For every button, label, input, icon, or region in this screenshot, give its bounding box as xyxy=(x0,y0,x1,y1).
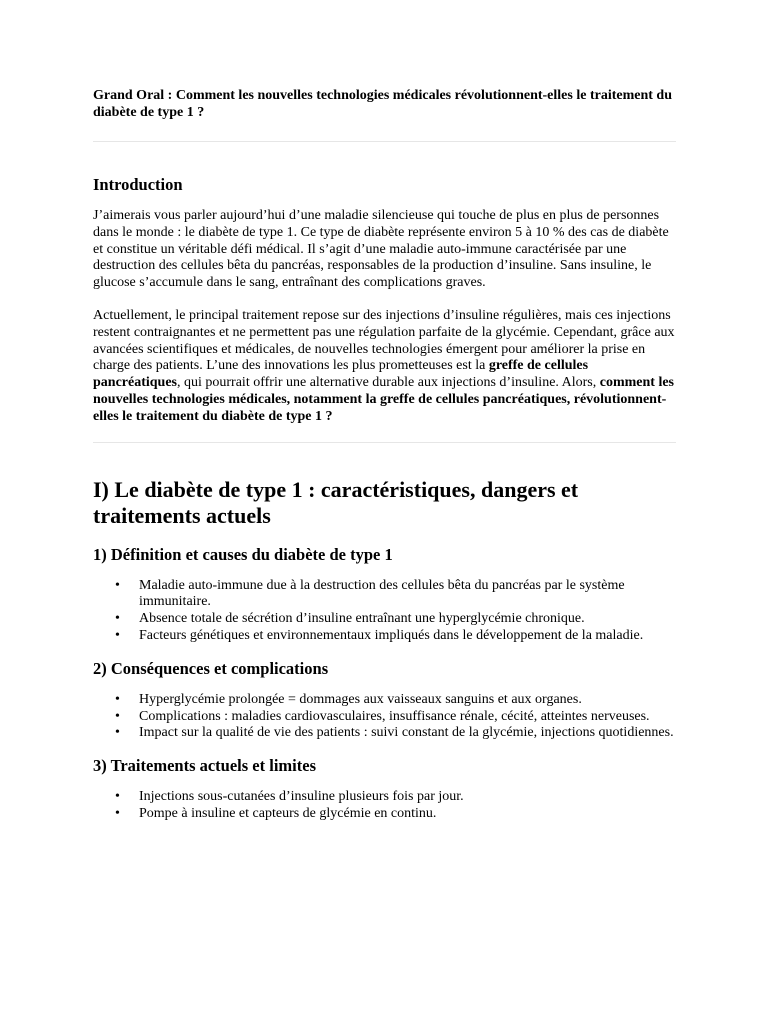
bold-term: greffe de cellules pancréatiques xyxy=(93,358,589,391)
list-item-text: Hyperglycémie prolongée = dommages aux vaisseaux sanguins et aux organes. xyxy=(139,691,582,707)
paragraph-text: , qui pourrait offrir une alternative durable aux injections d’insuline. Alors, xyxy=(177,375,600,391)
subsection-3-heading: 3) Traitements actuels et limites xyxy=(93,756,316,776)
document-title: Grand Oral : Comment les nouvelles technologies médicales révolutionnent-elles le traitement du diabète de type 1 ? xyxy=(93,88,672,120)
list-item xyxy=(115,725,676,742)
bullet-icon: • xyxy=(115,627,120,643)
bullet-icon: • xyxy=(115,805,120,821)
introduction-paragraph-2 xyxy=(93,308,676,426)
bullet-icon: • xyxy=(115,789,120,805)
bullet-icon: • xyxy=(115,708,120,724)
list-item xyxy=(115,577,676,612)
list-item xyxy=(115,691,676,709)
separator xyxy=(93,141,676,142)
list-item-text: Maladie auto-immune due à la destruction des cellules bêta du pancréas par le système immunitaire. xyxy=(139,577,625,610)
subsection-2-list xyxy=(93,692,676,742)
introduction-heading: Introduction xyxy=(93,175,183,194)
list-item-text: Complications : maladies cardiovasculaires, insuffisance rénale, cécité, atteintes nerveuses. xyxy=(139,708,650,724)
list-item xyxy=(115,805,676,823)
list-item-text: Injections sous-cutanées d’insuline plusieurs fois par jour. xyxy=(139,789,464,805)
bullet-icon: • xyxy=(115,725,120,741)
paragraph-text: Actuellement, le principal traitement repose sur des injections d’insuline régulières, mais ces injections restent contraignantes et ne permettent pas une régulation parfaite de la glycémie. Cependant, grâce aux avancées scientifiques et médicales, de nouvelles technologies émergent pour améliorer la prise en charge des patients. L’une des innovations les plus prometteuses est la xyxy=(93,307,675,374)
list-item xyxy=(115,627,676,645)
problem-statement: comment les nouvelles technologies médicales, notamment la greffe de cellules pancréatiques, révolutionnent-elles le traitement du diabète de type 1 ? xyxy=(93,375,675,424)
subsection-3-list xyxy=(93,789,676,823)
list-item xyxy=(115,611,676,628)
subsection-1-heading: 1) Définition et causes du diabète de type 1 xyxy=(93,544,393,564)
subsection-1-list xyxy=(93,578,676,645)
section-1-heading: I) Le diabète de type 1 : caractéristiques, dangers et traitements actuels xyxy=(93,476,579,528)
list-item-text: Pompe à insuline et capteurs de glycémie en continu. xyxy=(139,805,437,821)
bullet-icon: • xyxy=(115,691,120,707)
list-item-text: Absence totale de sécrétion d’insuline entraînant une hyperglycémie chronique. xyxy=(139,611,585,627)
bullet-icon: • xyxy=(115,577,120,593)
bullet-icon: • xyxy=(115,611,120,627)
list-item xyxy=(115,789,676,806)
separator xyxy=(93,442,676,443)
subsection-2-heading: 2) Conséquences et complications xyxy=(93,658,329,678)
list-item-text: Impact sur la qualité de vie des patients : suivi constant de la glycémie, injections quotidiennes. xyxy=(139,725,674,741)
document-content xyxy=(93,88,676,823)
introduction-paragraph-1: J’aimerais vous parler aujourd’hui d’une maladie silencieuse qui touche de plus en plus de personnes dans le monde : le diabète de type 1. Ce type de diabète représente environ 5 à 10 % des cas de diabète et constitue un véritable défi médical. Il s’agit d’une maladie auto-immune caractérisée par une destruction des cellules bêta du pancréas, responsables de la production d’insuline. Sans insuline, le glucose s’accumule dans le sang, entraînant des complications graves. xyxy=(93,208,669,291)
list-item-text: Facteurs génétiques et environnementaux impliqués dans le développement de la maladie. xyxy=(139,627,644,643)
list-item xyxy=(115,708,676,726)
